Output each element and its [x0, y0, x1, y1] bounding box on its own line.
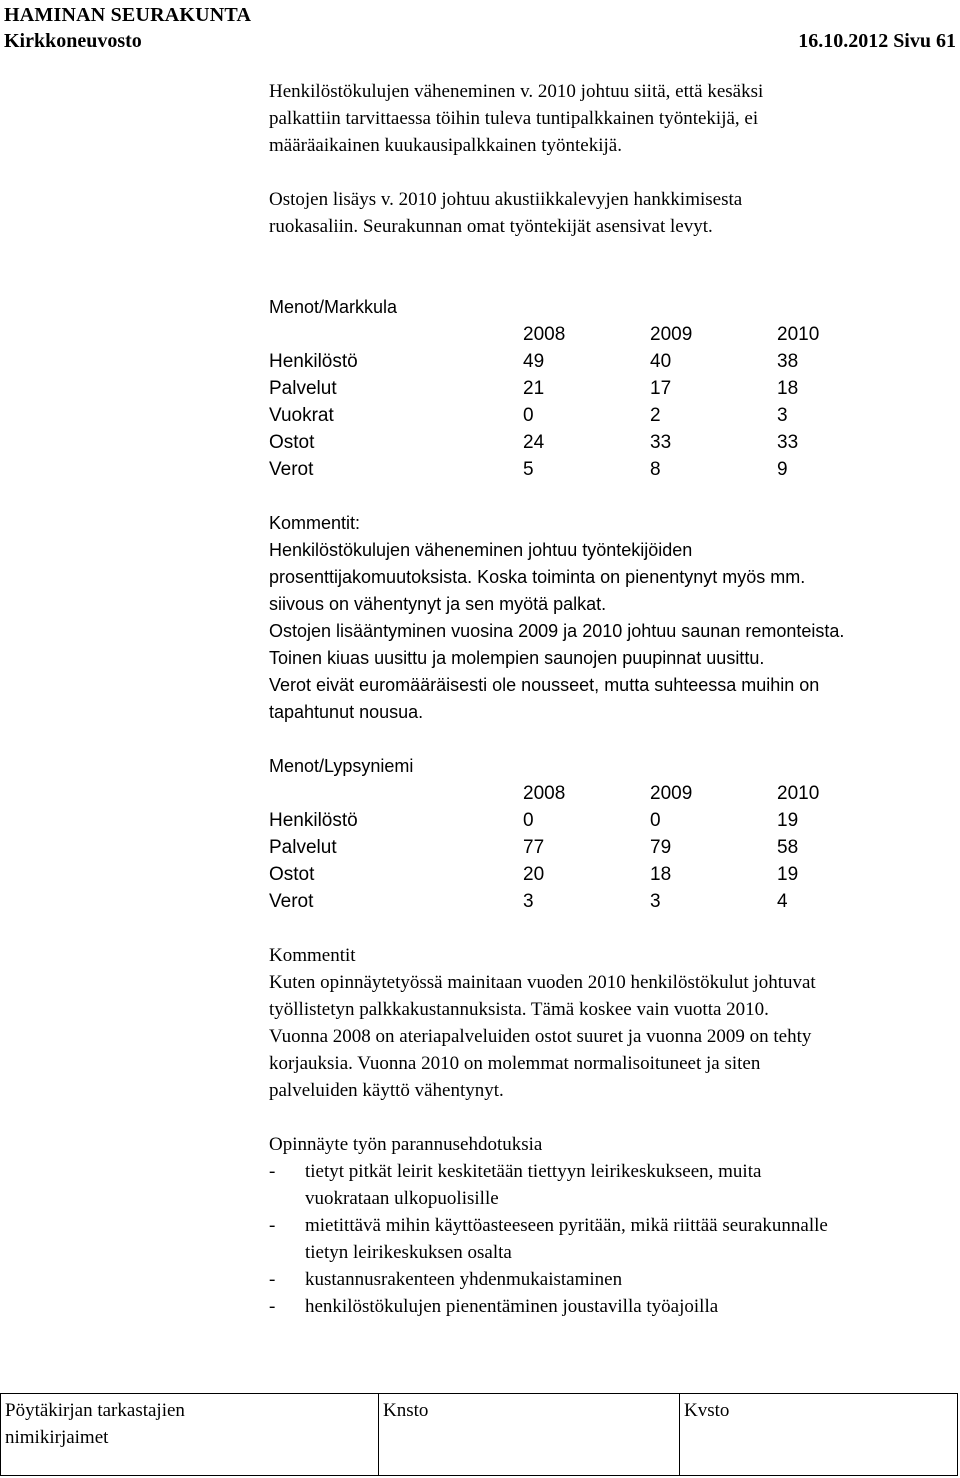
table-cell: 0: [523, 810, 534, 831]
table-header-row: [269, 780, 877, 807]
markkula-comments: [269, 510, 949, 726]
table-cell: 33: [650, 432, 672, 453]
markkula-title: Menot/Markkula: [269, 297, 398, 317]
table-cell: 40: [650, 351, 672, 372]
comment-line: Toinen kiuas uusittu ja molempien saunojen puupinnat uusittu.: [269, 648, 765, 668]
council-name: Kirkkoneuvosto: [4, 30, 142, 52]
year-header: 2008: [523, 324, 566, 345]
comment-line: korjauksia. Vuonna 2010 on molemmat normalisoituneet ja siten: [269, 1053, 761, 1074]
year-header: 2010: [777, 783, 820, 804]
table-cell: 18: [777, 378, 799, 399]
year-header: 2008: [523, 783, 566, 804]
table-row: [269, 429, 877, 456]
table-row: [269, 375, 877, 402]
comment-line: tapahtunut nousua.: [269, 702, 424, 722]
row-label: Verot: [269, 459, 314, 480]
lypsyniemi-title: Menot/Lypsyniemi: [269, 756, 414, 776]
table-cell: 33: [777, 432, 799, 453]
intro-paragraph-1: Henkilöstökulujen väheneminen v. 2010 johtuu siitä, että kesäksi palkattiin tarvittaessa töihin tuleva tuntipalkkainen työntekijä, ei määräaikainen kuukausipalkkainen työntekijä.: [269, 81, 764, 156]
comment-line: Kuten opinnäytetyössä mainitaan vuoden 2010 henkilöstökulut johtuvat: [269, 972, 816, 993]
page-header: [4, 2, 956, 54]
year-header: 2010: [777, 324, 820, 345]
table-row: [269, 861, 877, 888]
table-row: [269, 834, 877, 861]
footer-cell-reviewers: Pöytäkirjan tarkastajien nimikirjaimet: [1, 1394, 379, 1475]
organization-name: HAMINAN SEURAKUNTA: [4, 4, 252, 26]
table-row: [269, 888, 877, 915]
table-cell: 38: [777, 351, 799, 372]
comment-line: Vuonna 2008 on ateriapalveluiden ostot suuret ja vuonna 2009 on tehty: [269, 1026, 812, 1047]
table-cell: 24: [523, 432, 545, 453]
header-row: [4, 28, 956, 54]
signature-footer-table: [0, 1393, 958, 1476]
comment-line: palveluiden käyttö vähentynyt.: [269, 1080, 504, 1101]
table-cell: 0: [650, 810, 661, 831]
table-cell: 79: [650, 837, 672, 858]
table-cell: 3: [650, 891, 661, 912]
lypsyniemi-comments: [269, 942, 949, 1104]
table-cell: 77: [523, 837, 545, 858]
lypsyniemi-table: [269, 780, 877, 915]
table-cell: 2: [650, 405, 661, 426]
table-cell: 8: [650, 459, 661, 480]
intro-paragraph-2: Ostojen lisäys v. 2010 johtuu akustiikkalevyjen hankkimisesta ruokasaliin. Seurakunnan omat työntekijät asensivat levyt.: [269, 189, 743, 237]
row-label: Verot: [269, 891, 314, 912]
table-cell: 58: [777, 837, 799, 858]
table-row: [269, 402, 877, 429]
comments-heading: Kommentit:: [269, 513, 361, 533]
comment-line: työllistetyn palkkakustannuksista. Tämä koskee vain vuotta 2010.: [269, 999, 769, 1020]
comment-line: prosenttijakomuutoksista. Koska toiminta on pienentynyt myös mm.: [269, 567, 806, 587]
row-label: Ostot: [269, 432, 315, 453]
improvements-title: Opinnäyte työn parannusehdotuksia: [269, 1134, 543, 1155]
date-and-page: 16.10.2012 Sivu 61: [798, 30, 956, 52]
row-label: Palvelut: [269, 837, 337, 858]
table-cell: 9: [777, 459, 788, 480]
table-header-row: [269, 321, 877, 348]
dash-bullet: -: [269, 1161, 276, 1182]
list-item: - kustannusrakenteen yhdenmukaistaminen: [269, 1266, 949, 1293]
table-cell: 20: [523, 864, 545, 885]
document-body: [269, 78, 949, 1320]
table-cell: 3: [523, 891, 534, 912]
row-label: Henkilöstö: [269, 351, 358, 372]
dash-bullet: -: [269, 1215, 276, 1236]
improvements-list: [269, 1158, 949, 1320]
table-cell: 4: [777, 891, 788, 912]
dash-bullet: -: [269, 1269, 276, 1290]
comment-line: siivous on vähentynyt ja sen myötä palkat.: [269, 594, 607, 614]
comment-line: Verot eivät euromääräisesti ole nousseet, mutta suhteessa muihin on: [269, 675, 820, 695]
table-cell: 18: [650, 864, 672, 885]
table-row: [269, 348, 877, 375]
year-header: 2009: [650, 783, 693, 804]
table-row: [269, 456, 877, 483]
comment-line: Henkilöstökulujen väheneminen johtuu työntekijöiden: [269, 540, 693, 560]
table-cell: 17: [650, 378, 672, 399]
dash-bullet: -: [269, 1296, 276, 1317]
table-cell: 49: [523, 351, 545, 372]
table-row: [269, 807, 877, 834]
row-label: Vuokrat: [269, 405, 334, 426]
comment-line: Ostojen lisääntyminen vuosina 2009 ja 2010 johtuu saunan remonteista.: [269, 621, 845, 641]
table-cell: 5: [523, 459, 534, 480]
table-cell: 19: [777, 864, 799, 885]
list-item: - tietyt pitkät leirit keskitetään tiettyyn leirikeskukseen, muita vuokrataan ulkopuolisille: [269, 1158, 949, 1212]
footer-cell-kvsto: Kvsto: [684, 1400, 730, 1421]
table-cell: 21: [523, 378, 545, 399]
markkula-table: [269, 321, 877, 483]
table-cell: 19: [777, 810, 799, 831]
table-cell: 3: [777, 405, 788, 426]
row-label: Palvelut: [269, 378, 337, 399]
list-item: - henkilöstökulujen pienentäminen joustavilla työajoilla: [269, 1293, 949, 1320]
footer-cell-knsto: Knsto: [379, 1394, 680, 1475]
comments-heading: Kommentit: [269, 945, 356, 966]
year-header: 2009: [650, 324, 693, 345]
table-cell: 0: [523, 405, 534, 426]
row-label: Henkilöstö: [269, 810, 358, 831]
list-item: - mietittävä mihin käyttöasteeseen pyritään, mikä riittää seurakunnalle tietyn leirikeskuksen osalta: [269, 1212, 949, 1266]
row-label: Ostot: [269, 864, 315, 885]
